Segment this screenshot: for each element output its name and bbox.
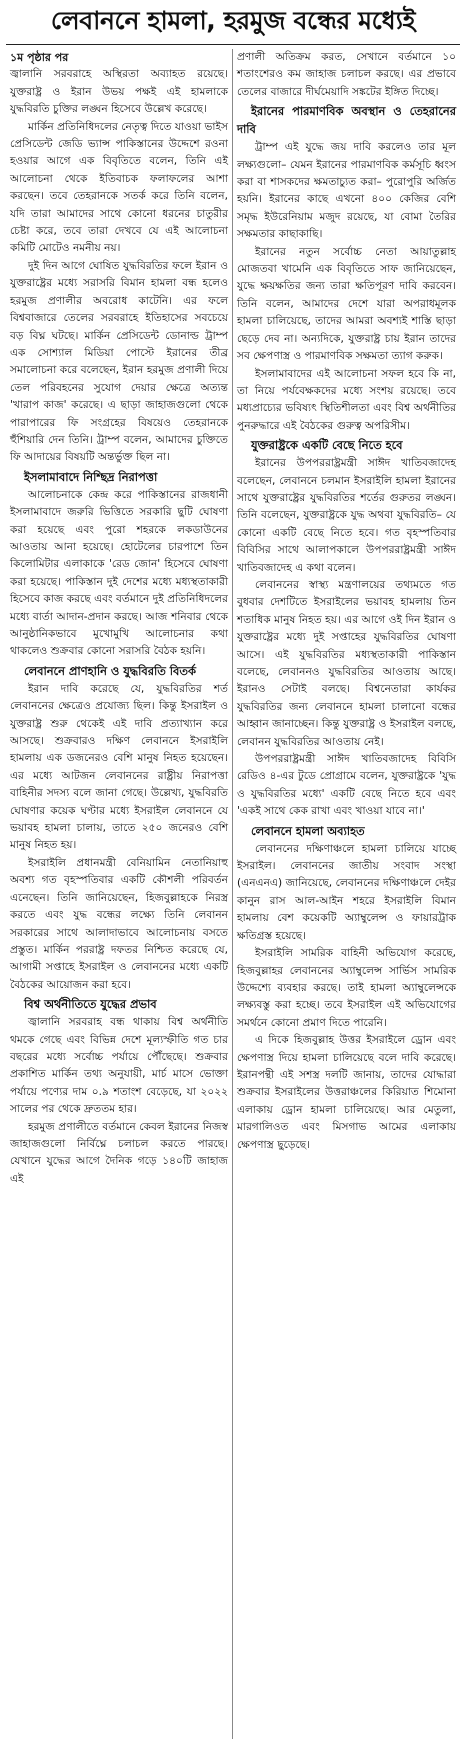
subheading: বিশ্ব অর্থনীতিতে যুদ্ধের প্রভাব	[24, 997, 157, 1012]
paragraph: হরমুজ প্রণালীতে বর্তমানে কেবল ইরানের নিজস্ব জাহাজগুলো নির্বিঘ্নে চলাচল করতে পারছে। যেখানে যুদ্ধের আগে দৈনিক গড়ে ১৪০টি জাহাজ এই	[10, 1120, 228, 1185]
paragraph: জ্বালানি সরবরাহে অস্থিরতা অব্যাহত রয়েছে। যুক্তরাষ্ট্র ও ইরান উভয় পক্ষই এই হামলাকে যুদ্ধবিরতি চুক্তির লঙ্ঘন হিসেবে উল্লেখ করেছে।	[10, 68, 228, 116]
paragraph: এ দিকে হিজবুল্লাহ উত্তর ইসরাইলে ড্রোন এবং ক্ষেপণাস্ত্র দিয়ে হামলা চালিয়েছে বলে দাবি করেছে। ইরানপন্থী এই সশস্ত্র দলটি জানায়, তাদের যোদ্ধারা শুক্রবার ইসরাইলের উত্তরাঞ্চলের কিরিয়াত শিমোনা এলাকায় ড্রোন হামলা চালিয়েছে। আর মেতুলা, মারগালিওত এবং মিসগাভ আমের এলাকায় ক্ষেপণাস্ত্র ছুড়েছে।	[237, 1034, 456, 1151]
paragraph: ইসরাইলি সামরিক বাহিনী অভিযোগ করেছে, হিজবুল্লাহর লেবাননের অ্যাম্বুলেন্স সার্ভিস সামরিক উদ্দেশ্যে ব্যবহার করছে। তাই হামলা অ্যাম্বুলেন্সকে লক্ষ্যবস্তু করা হচ্ছে। তবে ইসরাইল এই অভিযোগের সমর্থনে কোনো প্রমাণ দিতে পারেনি।	[237, 947, 456, 1029]
paragraph: লেবাননের স্বাস্থ্য মন্ত্রণালয়ের তথ্যমতে গত বুধবার দেশটিতে ইসরাইলের ভয়াবহ হামলায় তিন শতাধিক মানুষ নিহত হয়। এর আগে ওই দিন ইরান ও যুক্তরাষ্ট্রের মধ্যে দুই সপ্তাহের যুদ্ধবিরতির ঘোষণা আসে। এই যুদ্ধবিরতির মধ্যস্থতাকারী পাকিস্তান বলেছে, লেবাননও যুদ্ধবিরতির আওতায় আছে। ইরানও সেটাই বলছে। বিশ্বনেতারা কার্যকর যুদ্ধবিরতির জন্য লেবাননে হামলা চালানো বন্ধের আহ্বান জানাচ্ছেন। কিন্তু যুক্তরাষ্ট্র ও ইসরাইল বলছে, লেবানন যুদ্ধবিরতির আওতায় নেই।	[237, 578, 456, 748]
paragraph: মার্কিন প্রতিনিধিদলের নেতৃত্ব দিতে যাওয়া ভাইস প্রেসিডেন্ট জেডি ভ্যান্স পাকিস্তানের উদ্দেশে রওনা হওয়ার আগে এক বিবৃতিতে বলেন, তিনি এই আলোচনা থেকে ইতিবাচক ফলাফলের আশা করছেন। তবে তেহরানকে সতর্ক করে তিনি বলেন, যদি তারা আমাদের সাথে কোনো ধরনের চাতুরীর চেষ্টা করে, তবে তারা দেখবে যে এই আলোচনা কমিটি মোটেও নমনীয় নয়।	[10, 120, 228, 255]
paragraph: উপপররাষ্ট্রমন্ত্রী সাঈদ খাতিবজাদেহ বিবিসি রেডিও ৪-এর টুডে প্রোগ্রামে বলেন, যুক্তরাষ্ট্রকে 'যুদ্ধ ও যুদ্ধবিরতির মধ্যে' একটি বেছে নিতে হবে এবং 'একই সাথে কেক রাখা এবং খাওয়া যাবে না।'	[237, 753, 456, 818]
continued-label: ১ম পৃষ্ঠার পর	[10, 51, 69, 64]
subheading: লেবাননে প্রাণহানি ও যুদ্ধবিরতি বিতর্ক	[24, 663, 196, 678]
subheading: ইসলামাবাদে নিশ্ছিদ্র নিরাপত্তা	[24, 469, 158, 484]
paragraph: লেবাননের দক্ষিণাঞ্চলে হামলা চালিয়ে যাচ্ছে ইসরাইল। লেবাননের জাতীয় সংবাদ সংস্থা (এনএনএ) জানিয়েছে, লেবাননের দক্ষিণাঞ্চলে দেইর কানুন রাস আল-আইন শহরে ইসরাইলি বিমান হামলায় বেশ কয়েকটি অ্যাম্বুলেন্স ও ফায়ারট্রাক ক্ষতিগ্রস্ত হয়েছে।	[237, 842, 456, 942]
subheading: যুক্তরাষ্ট্রকে একটি বেছে নিতে হবে	[251, 438, 403, 453]
paragraph: ইসরাইলি প্রধানমন্ত্রী বেনিয়ামিন নেতানিয়াহু অবশ্য গত বৃহস্পতিবার একটি কৌশলী পরিবর্তন এনেছেন। তিনি জানিয়েছেন, হিজবুল্লাহকে নিরস্ত্র করতে এবং যুদ্ধ বন্ধের লক্ষ্যে তিনি লেবানন সরকারের সাথে আলাদাভাবে আলোচনায় বসতে প্রস্তুত। মার্কিন পররাষ্ট্র দফতর নিশ্চিত করেছে যে, আগামী সপ্তাহে ইসরাইল ও লেবাননের মধ্যে একটি বৈঠকের আয়োজন করা হবে।	[10, 856, 228, 991]
subheading: ইরানের পারমাণবিক অবস্থান ও তেহরানের দাবি	[237, 104, 456, 137]
subheading: লেবাননে হামলা অব্যাহত	[251, 823, 365, 838]
left-column	[6, 49, 233, 1739]
right-column	[233, 49, 460, 1739]
headline-rule	[6, 44, 460, 45]
paragraph: জ্বালানি সরবরাহ বন্ধ থাকায় বিশ্ব অর্থনীতি থমকে গেছে এবং বিভিন্ন দেশে মূল্যস্ফীতি গত চার বছরের মধ্যে সর্বোচ্চ পর্যায়ে পৌঁছেছে। শুক্রবার প্রকাশিত মার্কিন তথ্য অনুযায়ী, মার্চ মাসে ভোক্তা পর্যায়ে পণ্যের দাম ০.৯ শতাংশ বেড়েছে, যা ২০২২ সালের পর থেকে দ্রুততম হার।	[10, 1016, 228, 1116]
paragraph: ইরান দাবি করেছে যে, যুদ্ধবিরতির শর্ত লেবাননের ক্ষেত্রেও প্রযোজ্য ছিল। কিন্তু ইসরাইল ও যুক্তরাষ্ট্র শুরু থেকেই এই দাবি প্রত্যাখ্যান করে আসছে। শুক্রবারও দক্ষিণ লেবাননে ইসরাইলি হামলায় এক ডজনেরও বেশি মানুষ নিহত হয়েছেন। এর মধ্যে আটজন লেবাননের রাষ্ট্রীয় নিরাপত্তা বাহিনীর সদস্য বলে জানা গেছে। উল্লেখ্য, যুদ্ধবিরতি ঘোষণার কয়েক ঘণ্টার মধ্যে ইসরাইল লেবাননে যে ভয়াবহ হামলা চালায়, তাতে ২৫০ জনেরও বেশি মানুষ নিহত হয়।	[10, 682, 228, 852]
headline: লেবাননে হামলা, হরমুজ বন্ধের মধ্যেই	[50, 5, 416, 35]
paragraph: প্রণালী অতিক্রম করত, সেখানে বর্তমানে ১০ শতাংশেরও কম জাহাজ চলাচল করছে। এর প্রভাবে তেলের বাজারে দীর্ঘমেয়াদি সঙ্কটের ইঙ্গিত দিচ্ছে।	[237, 51, 456, 98]
paragraph: ট্রাম্প এই যুদ্ধে জয় দাবি করলেও তার মূল লক্ষ্যগুলো– যেমন ইরানের পারমাণবিক কর্মসূচি ধ্বংস করা বা শাসকদের ক্ষমতাচ্যুত করা– পুরোপুরি অর্জিত হয়নি। ইরানের কাছে এখনো ৪০০ কেজির বেশি সমৃদ্ধ ইউরেনিয়াম মজুদ রয়েছে, যা বোমা তৈরির সক্ষমতার কাছাকাছি।	[237, 141, 456, 241]
paragraph: ইরানের নতুন সর্বোচ্চ নেতা আয়াতুল্লাহ মোজতবা খামেনি এক বিবৃতিতে সাফ জানিয়েছেন, যুদ্ধে ক্ষয়ক্ষতির জন্য তারা ক্ষতিপূরণ দাবি করবেন। তিনি বলেন, আমাদের দেশে যারা অপরাধমূলক হামলা চালিয়েছে, তাদের আমরা অবশ্যই শাস্তি ছাড়া ছেড়ে দেব না। অন্যদিকে, যুক্তরাষ্ট্র চায় ইরান তাদের সব ক্ষেপণাস্ত্র ও পারমাণবিক সক্ষমতা ত্যাগ করুক।	[237, 245, 456, 363]
paragraph: ইরানের উপপররাষ্ট্রমন্ত্রী সাঈদ খাতিবজাদেহ বলেছেন, লেবাননে চলমান ইসরাইলি হামলা ইরানের সাথে যুক্তরাষ্ট্রের যুদ্ধবিরতির শর্তের গুরুতর লঙ্ঘন। তিনি বলেছেন, যুক্তরাষ্ট্রকে যুদ্ধ অথবা যুদ্ধবিরতি– যে কোনো একটি বেছে নিতে হবে। গত বৃহস্পতিবার বিবিসির সাথে আলাপকালে উপপররাষ্ট্রমন্ত্রী সাঈদ খাতিবজাদেহ এ কথা বলেন।	[237, 457, 456, 574]
article-columns	[6, 49, 460, 1739]
paragraph: দুই দিন আগে ঘোষিত যুদ্ধবিরতির ফলে ইরান ও যুক্তরাষ্ট্রের মধ্যে সরাসরি বিমান হামলা বন্ধ হলেও হরমুজ প্রণালীর অবরোধ কাটেনি। এর ফলে বিশ্ববাজারে তেলের সরবরাহে ইতিহাসের সবচেয়ে বড় বিঘ্ন ঘটছে। মার্কিন প্রেসিডেন্ট ডোনাল্ড ট্রাম্প এক সোশ্যাল মিডিয়া পোস্টে ইরানের তীব্র সমালোচনা করে বলেছেন, ইরান হরমুজ প্রণালী দিয়ে তেল পরিবহনের সুযোগ দেয়ার ক্ষেত্রে অত্যন্ত 'খারাপ কাজ' করেছে। এ ছাড়া জাহাজগুলো থেকে পারাপারের ফি সংগ্রহের বিষয়েও তেহরানকে হুঁশিয়ারি দেন তিনি। ট্রাম্প বলেন, আমাদের চুক্তিতে ফি আদায়ের বিষয়টি অন্তর্ভুক্ত ছিল না।	[10, 259, 228, 464]
paragraph: ইসলামাবাদের এই আলোচনা সফল হবে কি না, তা নিয়ে পর্যবেক্ষকদের মধ্যে সংশয় রয়েছে। তবে মধ্যপ্রাচ্যের ভবিষ্যৎ স্থিতিশীলতা এবং বিশ্ব অর্থনীতির পুনরুদ্ধারে এই বৈঠকের গুরুত্ব অপরিসীম।	[237, 367, 456, 432]
paragraph: আলোচনাকে কেন্দ্র করে পাকিস্তানের রাজধানী ইসলামাবাদে জরুরি ভিত্তিতে সরকারি ছুটি ঘোষণা করা হয়েছে এবং পুরো শহরকে লকডাউনের আওতায় আনা হয়েছে। হোটেলের চারপাশে তিন কিলোমিটার এলাকাকে 'রেড জোন' হিসেবে ঘোষণা করা হয়েছে। পাকিস্তান দুই দেশের মধ্যে মধ্যস্থতাকারী হিসেবে কাজ করছে এবং বর্তমানে দুই প্রতিনিধিদলের মধ্যে বার্তা আদান-প্রদান করছে। আজ শনিবার থেকে আনুষ্ঠানিকভাবে মুখোমুখি আলোচনার কথা থাকলেও শুক্রবার কোনো সরাসরি বৈঠক হয়নি।	[10, 488, 228, 658]
